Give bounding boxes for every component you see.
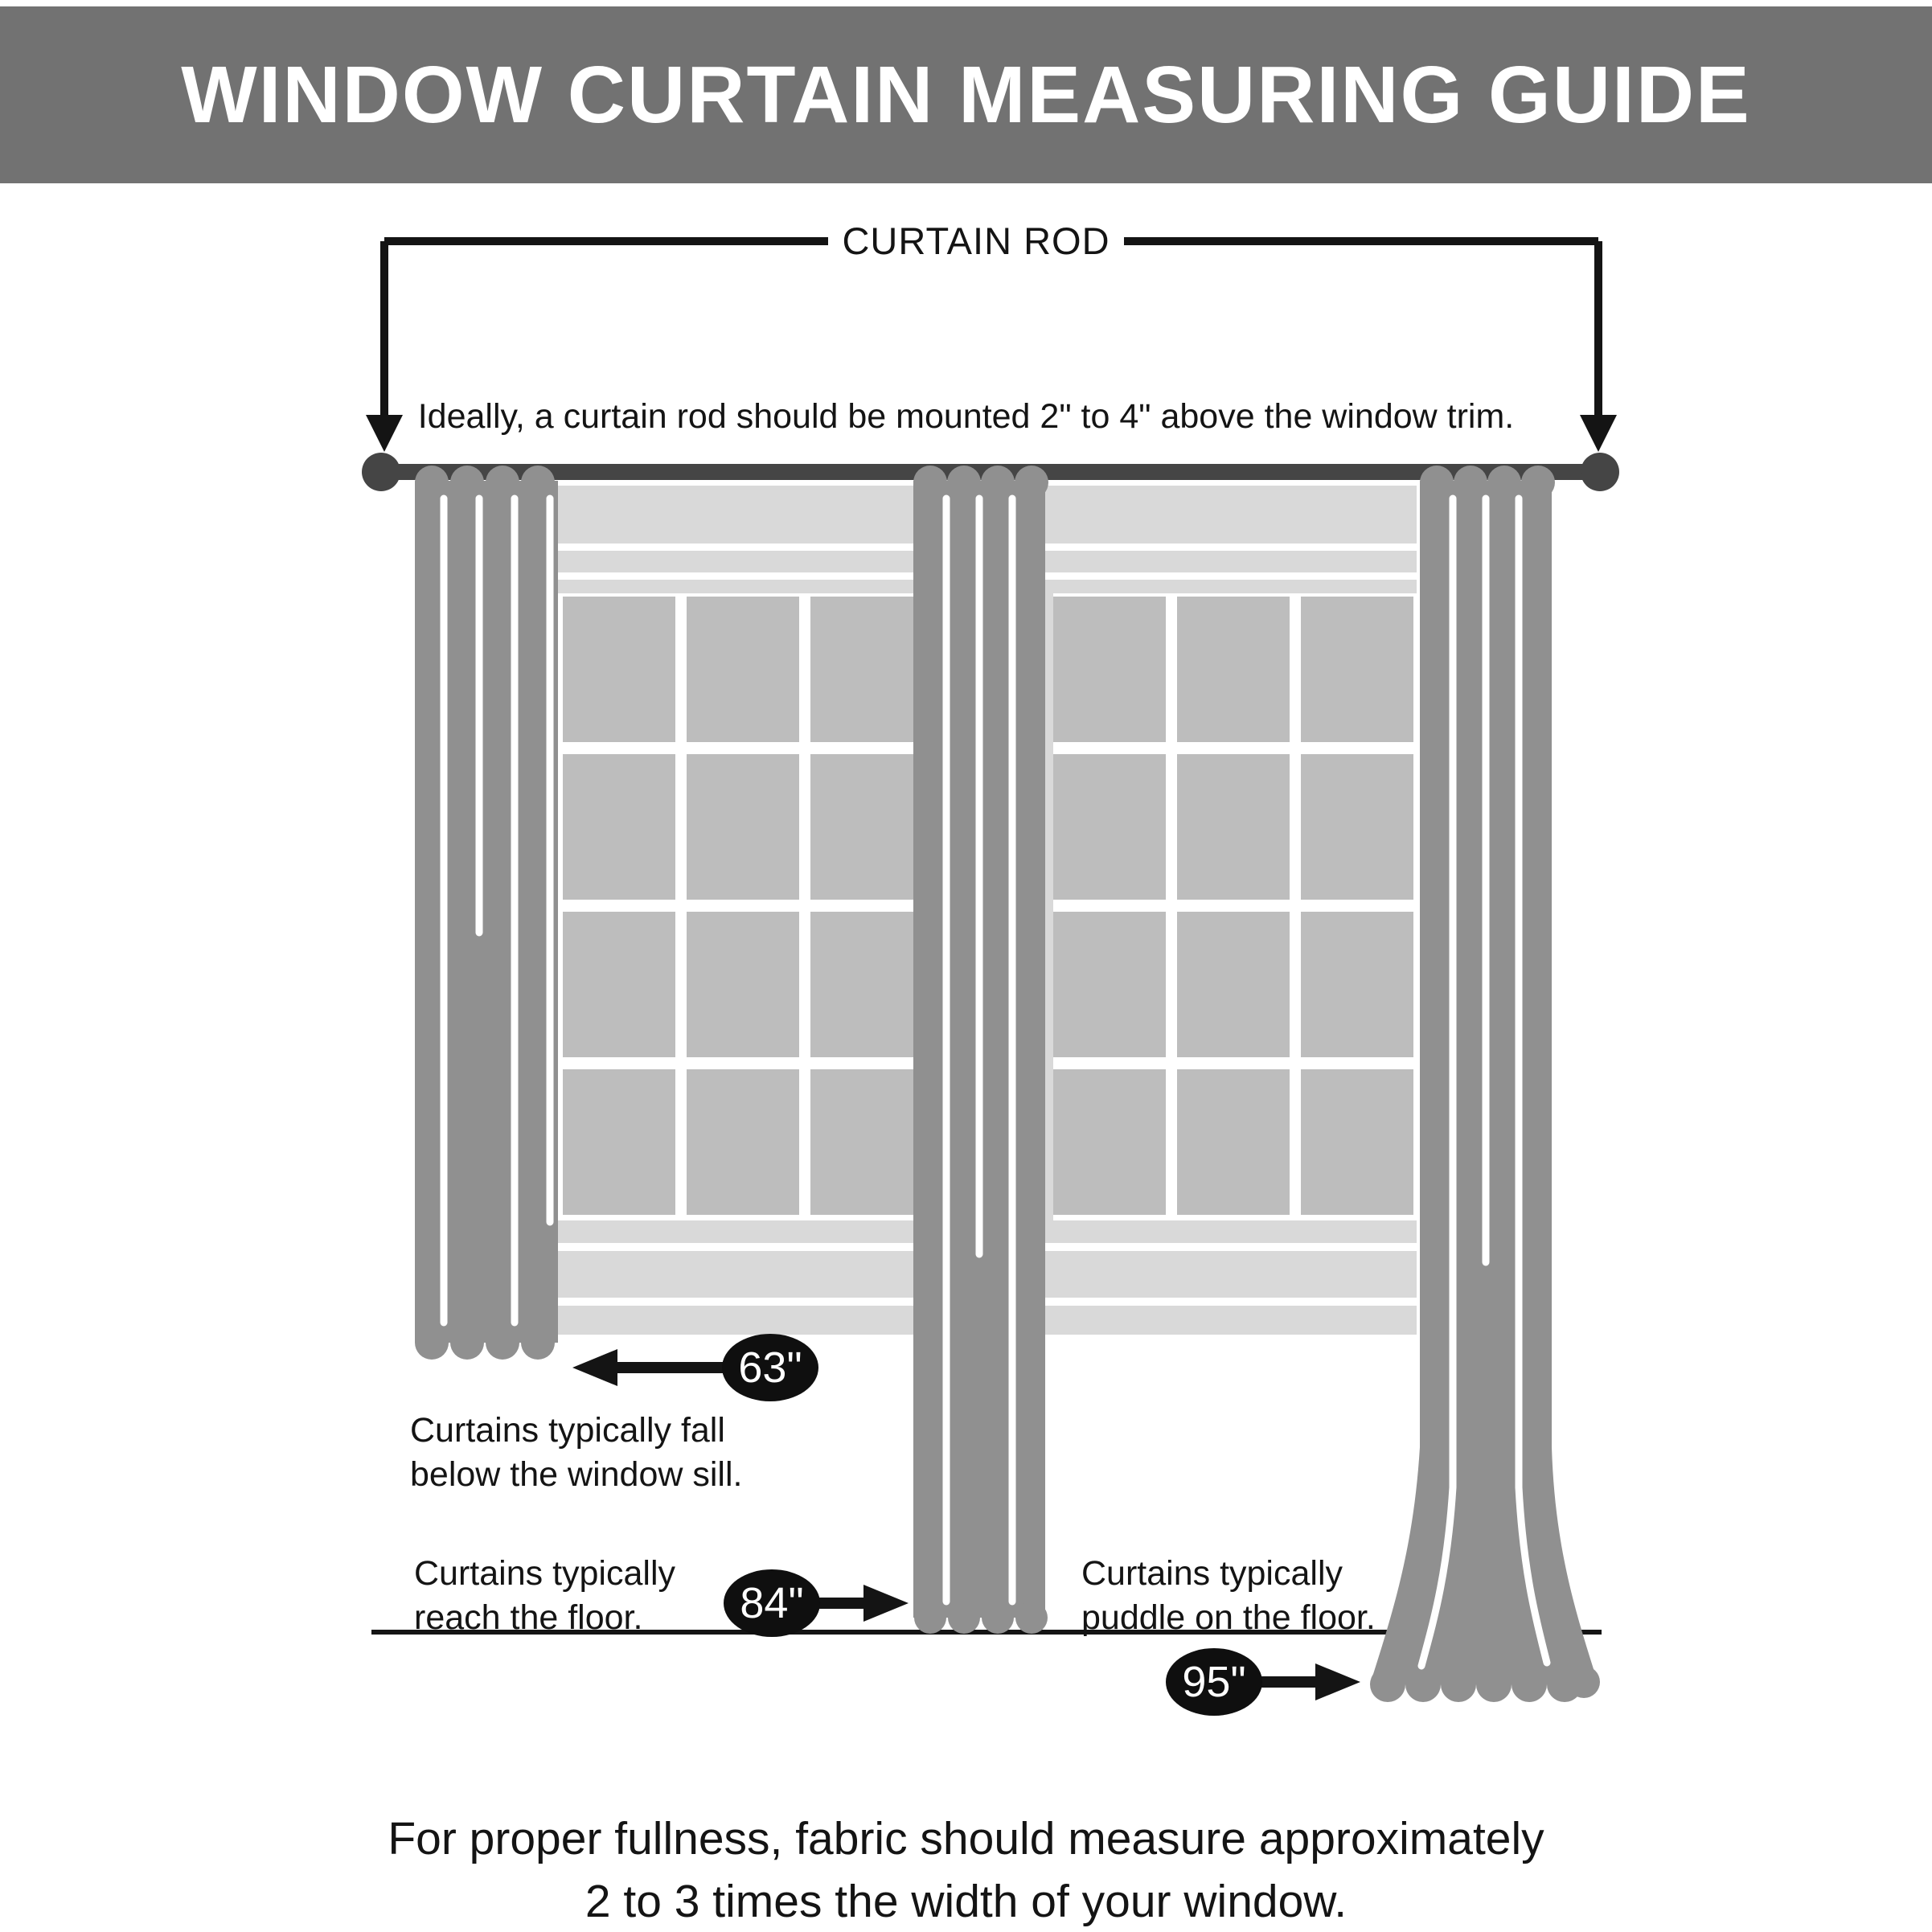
curtain-panel-center bbox=[913, 466, 1048, 1634]
measurement-value: 95" bbox=[1182, 1658, 1246, 1706]
caption-line: Curtains typically bbox=[1081, 1554, 1343, 1593]
caption-line: Curtains typically fall bbox=[410, 1411, 725, 1450]
right-arrow-icon bbox=[863, 1585, 909, 1622]
rod-finial-right bbox=[1581, 453, 1619, 491]
measurement-badge-63 bbox=[722, 1334, 818, 1401]
measurement-badge-95 bbox=[1166, 1648, 1262, 1716]
measurement-value: 63" bbox=[738, 1343, 802, 1392]
caption-reach-floor bbox=[414, 1552, 675, 1640]
right-arrow-icon bbox=[1315, 1663, 1360, 1700]
curtain-rod-label: CURTAIN ROD bbox=[842, 219, 1110, 262]
rod-finial-left bbox=[362, 453, 400, 491]
page-title: WINDOW CURTAIN MEASURING GUIDE bbox=[181, 49, 1751, 140]
caption-below-sill bbox=[410, 1409, 742, 1497]
caption-line: Curtains typically bbox=[414, 1554, 675, 1593]
curtain-rod-note: Ideally, a curtain rod should be mounted 2" to 4" above the window trim. bbox=[417, 397, 1515, 436]
caption-puddle-floor bbox=[1081, 1552, 1376, 1640]
footer-note bbox=[0, 1807, 1932, 1932]
footer-line: For proper fullness, fabric should measure approximately bbox=[388, 1813, 1544, 1864]
left-arrow-icon bbox=[572, 1349, 617, 1386]
caption-line: below the window sill. bbox=[410, 1455, 743, 1494]
measurement-badge-84 bbox=[724, 1569, 820, 1637]
curtain-panel-left bbox=[415, 466, 558, 1360]
footer-line: 2 to 3 times the width of your window. bbox=[585, 1876, 1347, 1927]
caption-line: reach the floor. bbox=[414, 1598, 643, 1637]
caption-line: puddle on the floor. bbox=[1081, 1598, 1376, 1637]
measurement-value: 84" bbox=[740, 1579, 804, 1627]
